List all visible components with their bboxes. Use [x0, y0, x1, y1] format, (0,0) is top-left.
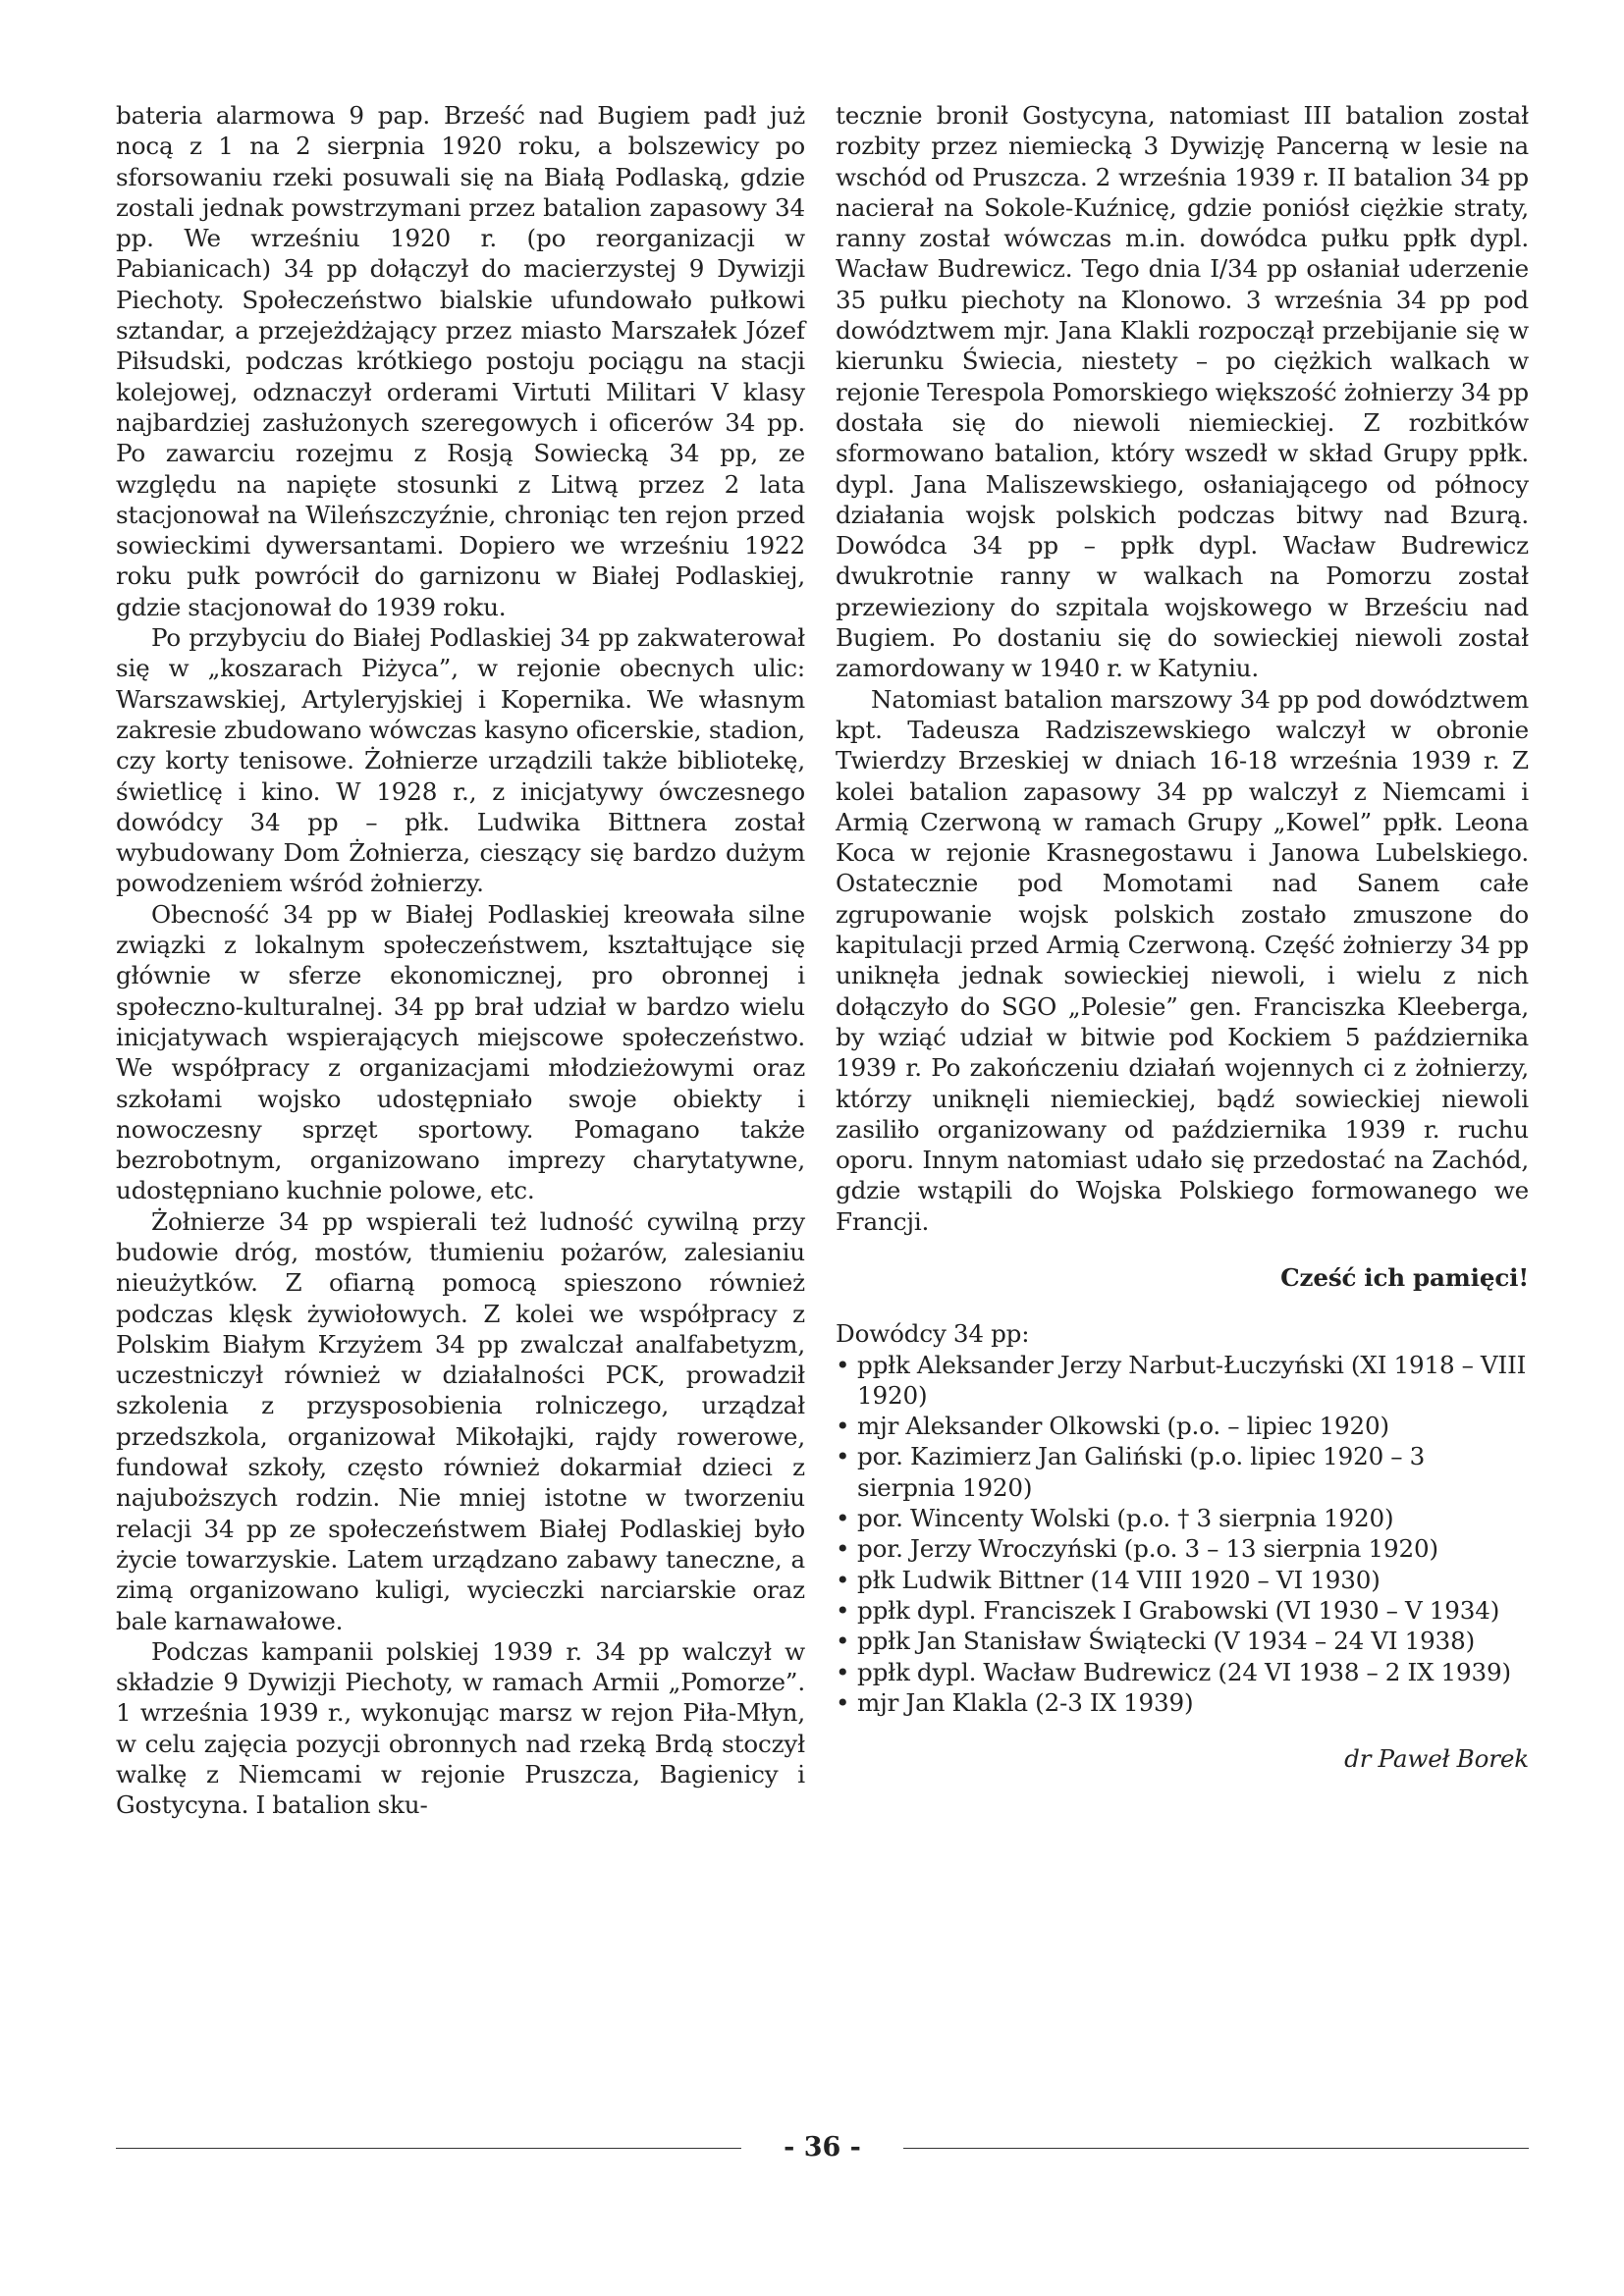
list-item: • ppłk dypl. Wacław Budrewicz (24 VI 1938 – 2 IX 1939) [836, 1657, 1529, 1687]
right-column [836, 100, 1529, 1774]
list-item: • por. Wincenty Wolski (p.o. † 3 sierpnia 1920) [836, 1503, 1529, 1533]
closing-line: Cześć ich pamięci! [1280, 1262, 1529, 1292]
paragraph: bateria alarmowa 9 pap. Brześć nad Bugiem padł już nocą z 1 na 2 sierpnia 1920 roku, a bolszewicy po sforsowaniu rzeki posuwali się na Białą Podlaską, gdzie zostali jednak powstrzymani przez batalion zapasowy 34 pp. We wrześniu 1920 r. (po reorganizacji w Pabianicach) 34 pp dołączył do macierzystej 9 Dywizji Piechoty. Społeczeństwo bialskie ufundowało pułkowi sztandar, a przejeżdżający przez miasto Marszałek Józef Piłsudski, podczas krótkiego postoju pociągu na stacji kolejowej, odznaczył orderami Virtuti Militari V klasy najbardziej zasłużonych szeregowych i oficerów 34 pp. Po zawarciu rozejmu z Rosją Sowiecką 34 pp, ze względu na napięte stosunki z Litwą przez 2 lata stacjonował na Wileńszczyźnie, chroniąc ten rejon przed sowieckimi dywersantami. Dopiero we wrześniu 1922 roku pułk powrócił do garnizonu w Białej Podlaskiej, gdzie stacjonował do 1939 roku. [116, 101, 805, 621]
paragraph: Obecność 34 pp w Białej Podlaskiej kreowała silne związki z lokalnym społeczeństwem, kształtujące się głównie w sferze ekonomicznej, pro obronnej i społeczno-kulturalnej. 34 pp brał udział w bardzo wielu inicjatywach wspierających miejscowe społeczeństwo. We współpracy z organizacjami młodzieżowymi oraz szkołami wojsko udostępniało swoje obiekty i nowoczesny sprzęt sportowy. Pomagano także bezrobotnym, organizowano imprezy charytatywne, udostępniano kuchnie polowe, etc. [116, 899, 805, 1205]
paragraph: Żołnierze 34 pp wspierali też ludność cywilną przy budowie dróg, mostów, tłumieniu pożarów, zalesianiu nieużytków. Z ofiarną pomocą spieszono również podczas klęsk żywiołowych. Z kolei we współpracy z Polskim Białym Krzyżem 34 pp zwalczał analfabetyzm, uczestniczył również w działalności PCK, prowadził szkolenia z przysposobienia rolniczego, urządzał przedszkola, organizował Mikołajki, rajdy rowerowe, fundował szkoły, często również dokarmiał dzieci z najuboższych rodzin. Nie mniej istotne w tworzeniu relacji 34 pp ze społeczeństwem Białej Podlaskiej było życie towarzyskie. Latem urządzano zabawy taneczne, a zimą organizowano kuligi, wycieczki narciarskie oraz bale karnawałowe. [116, 1206, 805, 1635]
left-column [116, 100, 805, 1821]
commanders-heading: Dowódcy 34 pp: [836, 1319, 1030, 1349]
page-number: - 36 - [784, 2132, 861, 2163]
list-item: • ppłk Jan Stanisław Świątecki (V 1934 – 24 VI 1938) [836, 1626, 1529, 1656]
paragraph: Podczas kampanii polskiej 1939 r. 34 pp walczył w składzie 9 Dywizji Piechoty, w ramach Armii „Pomorze”. 1 września 1939 r., wykonując marsz w rejon Piła-Młyn, w celu zajęcia pozycji obronnych nad rzeką Brdą stoczył walkę z Niemcami w rejonie Pruszcza, Bagienicy i Gostycyna. I batalion sku- [116, 1636, 805, 1820]
list-item: • płk Ludwik Bittner (14 VIII 1920 – VI 1930) [836, 1565, 1529, 1595]
commanders-list [836, 1350, 1529, 1719]
page-footer [116, 2130, 1529, 2165]
paragraph: Po przybyciu do Białej Podlaskiej 34 pp zakwaterował się w „koszarach Piżyca”, w rejonie obecnych ulic: Warszawskiej, Artyleryjskiej i Kopernika. We własnym zakresie zbudowano wówczas kasyno oficerskie, stadion, czy korty tenisowe. Żołnierze urządzili także bibliotekę, świetlicę i kino. W 1928 r., z inicjatywy ówczesnego dowódcy 34 pp – płk. Ludwika Bittnera został wybudowany Dom Żołnierza, cieszący się bardzo dużym powodzeniem wśród żołnierzy. [116, 623, 805, 898]
footer-rule-right [903, 2148, 1529, 2149]
paragraph: tecznie bronił Gostycyna, natomiast III batalion został rozbity przez niemiecką 3 Dywizję Pancerną w lesie na wschód od Pruszcza. 2 września 1939 r. II batalion 34 pp nacierał na Sokole-Kuźnicę, gdzie poniósł ciężkie straty, ranny został wówczas m.in. dowódca pułku ppłk dypl. Wacław Budrewicz. Tego dnia I/34 pp osłaniał uderzenie 35 pułku piechoty na Klonowo. 3 września 34 pp pod dowództwem mjr. Jana Klakli rozpoczął przebijanie się w kierunku Świecia, niestety – po ciężkich walkach w rejonie Terespola Pomorskiego większość żołnierzy 34 pp dostała się do niewoli niemieckiej. Z rozbitków sformowano batalion, który wszedł w skład Grupy ppłk. dypl. Jana Maliszewskiego, osłaniającego od północy działania wojsk polskich podczas bitwy nad Bzurą. Dowódca 34 pp – ppłk dypl. Wacław Budrewicz dwukrotnie ranny w walkach na Pomorzu został przewieziony do szpitala wojskowego w Brześciu nad Bugiem. Po dostaniu się do sowieckiej niewoli został zamordowany w 1940 r. w Katyniu. [836, 101, 1529, 683]
list-item: • mjr Jan Klakla (2-3 IX 1939) [836, 1687, 1529, 1718]
list-item: • ppłk dypl. Franciszek I Grabowski (VI 1930 – V 1934) [836, 1595, 1529, 1626]
list-item: • por. Kazimierz Jan Galiński (p.o. lipiec 1920 – 3 sierpnia 1920) [836, 1441, 1529, 1503]
list-item: • por. Jerzy Wroczyński (p.o. 3 – 13 sierpnia 1920) [836, 1533, 1529, 1564]
list-item: • ppłk Aleksander Jerzy Narbut-Łuczyński (XI 1918 – VIII 1920) [836, 1350, 1529, 1412]
paragraph: Natomiast batalion marszowy 34 pp pod dowództwem kpt. Tadeusza Radziszewskiego walczył w obronie Twierdzy Brzeskiej w dniach 16-18 września 1939 r. Z kolei batalion zapasowy 34 pp walczył z Niemcami i Armią Czerwoną w ramach Grupy „Kowel” ppłk. Leona Koca w rejonie Krasnegostawu i Janowa Lubelskiego. Ostatecznie pod Momotami nad Sanem całe zgrupowanie wojsk polskich zostało zmuszone do kapitulacji przed Armią Czerwoną. Część żołnierzy 34 pp uniknęła jednak sowieckiej niewoli, i wielu z nich dołączyło do SGO „Polesie” gen. Franciszka Kleeberga, by wziąć udział w bitwie pod Kockiem 5 października 1939 r. Po zakończeniu działań wojennych ci z żołnierzy, którzy uniknęli niemieckiej, bądź sowieckiej niewoli zasiliło organizowany od października 1939 r. ruchu oporu. Innym natomiast udało się przedostać na Zachód, gdzie wstąpili do Wojska Polskiego formowanego we Francji. [836, 684, 1529, 1236]
author-signature: dr Paweł Borek [1344, 1744, 1529, 1774]
list-item: • mjr Aleksander Olkowski (p.o. – lipiec 1920) [836, 1411, 1529, 1441]
